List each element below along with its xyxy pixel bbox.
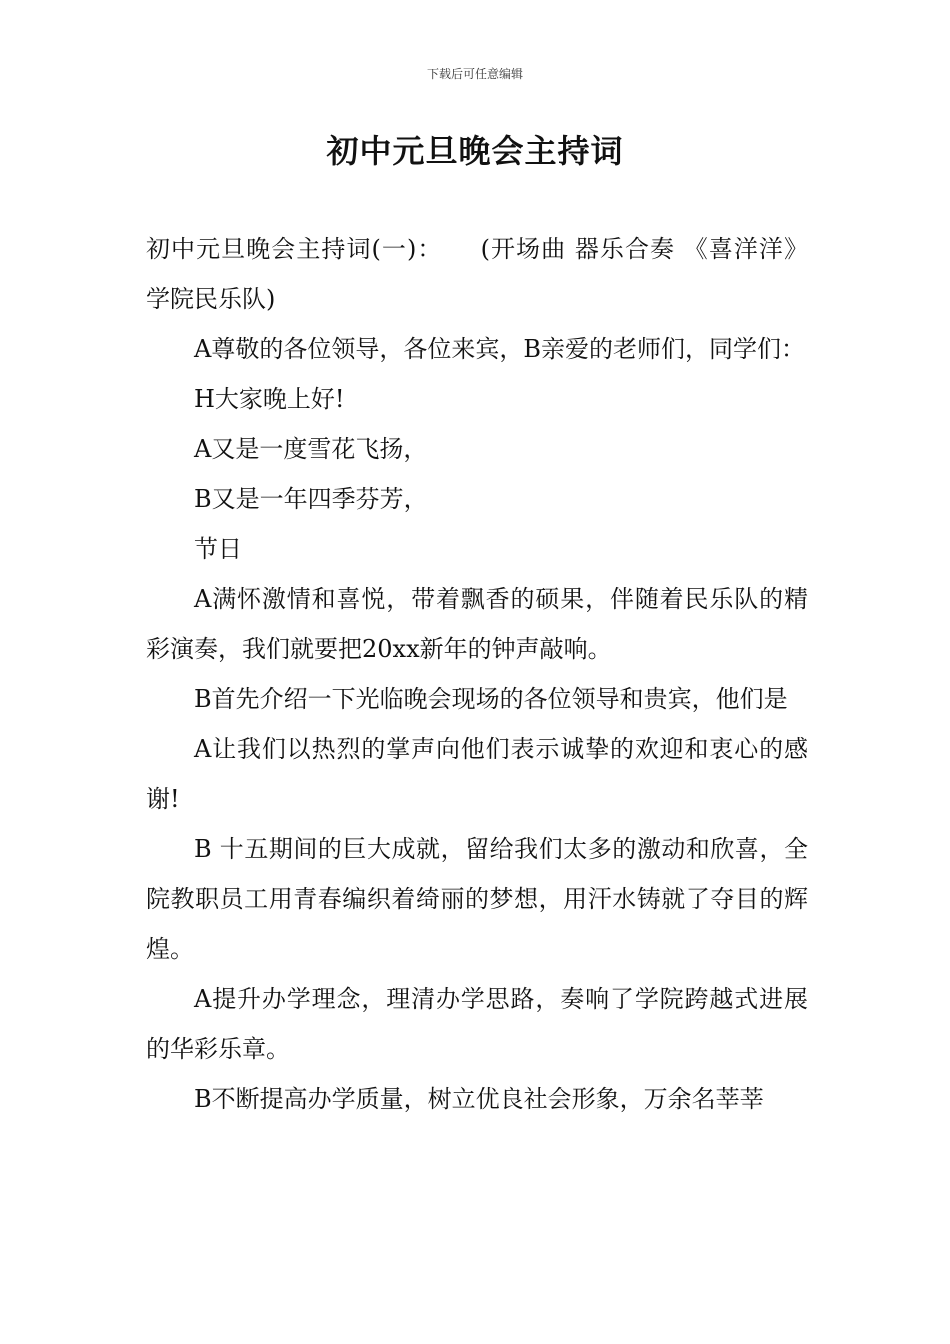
paragraph: A提升办学理念，理清办学思路，奏响了学院跨越式进展的华彩乐章。 — [146, 985, 808, 1063]
paragraph: A尊敬的各位领导，各位来宾，B亲爱的老师们，同学们： — [194, 335, 805, 363]
paragraph: 节日 — [194, 535, 242, 563]
paragraph: A又是一度雪花飞扬， — [194, 435, 428, 463]
paragraph: A让我们以热烈的掌声向他们表示诚挚的欢迎和衷心的感谢! — [146, 735, 808, 813]
paragraph: A满怀激情和喜悦，带着飘香的硕果，伴随着民乐队的精彩演奏，我们就要把20xx新年的钟声敲响。 — [146, 585, 808, 663]
paragraph: B不断提高办学质量，树立优良社会形象，万余名莘莘 — [194, 1085, 764, 1113]
document-title: 初中元旦晚会主持词 — [326, 132, 624, 170]
document-body — [146, 224, 808, 1124]
paragraph: B 十五期间的巨大成就，留给我们太多的激动和欣喜，全院教职员工用青春编织着绮丽的梦想，用汗水铸就了夺目的辉煌。 — [146, 835, 808, 963]
header-note: 下载后可任意编辑 — [426, 67, 523, 81]
paragraph: H大家晚上好! — [194, 385, 345, 413]
paragraph-intro: 初中元旦晚会主持词(一)： (开场曲 器乐合奏 《喜洋洋》 学院民乐队) — [146, 235, 808, 313]
paragraph: B又是一年四季芬芳， — [194, 485, 428, 513]
paragraph: B首先介绍一下光临晚会现场的各位领导和贵宾，他们是 — [194, 685, 788, 713]
